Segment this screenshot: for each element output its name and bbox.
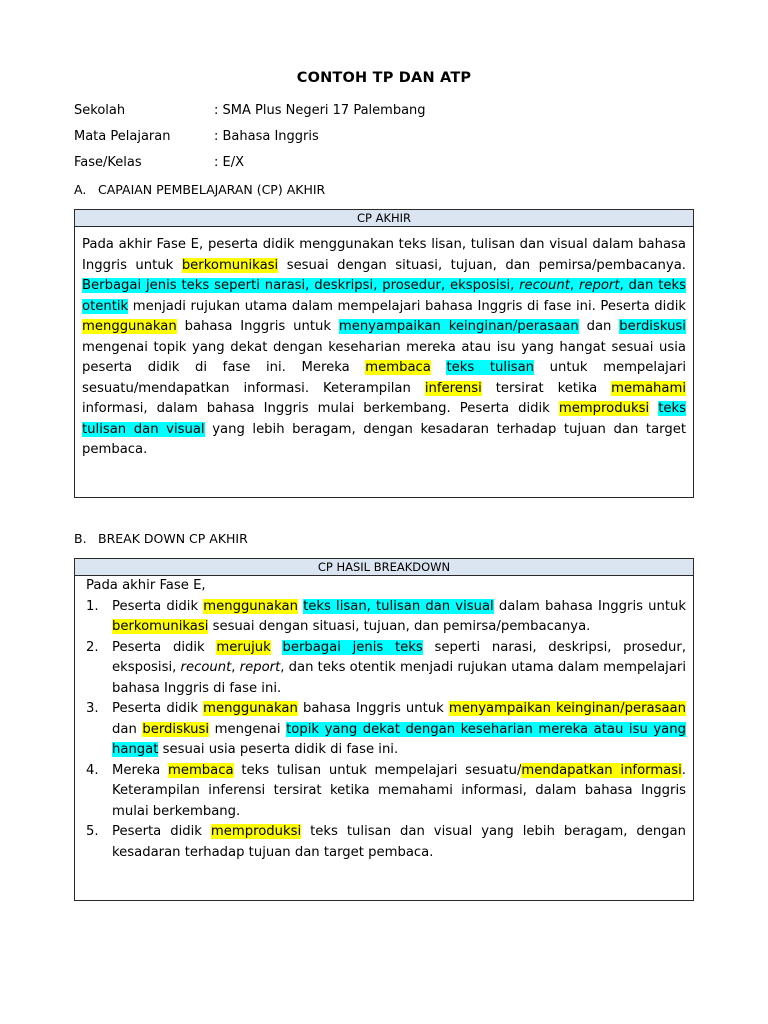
highlight-cyan: Berbagai jenis teks seperti narasi, deskripsi, prosedur, eksposisi, <box>82 278 520 293</box>
text-segment: bahasa Inggris untuk <box>297 701 449 716</box>
highlight-yellow: berkomunikasi <box>112 619 209 634</box>
text-segment: tersirat ketika <box>481 380 612 396</box>
cp-akhir-paragraph <box>75 227 693 461</box>
list-item-text <box>112 597 686 638</box>
text-segment: Peserta didik <box>112 598 204 614</box>
highlight-yellow: membaca <box>365 360 431 375</box>
highlight-cyan: teks tulisan dan visual <box>82 401 686 437</box>
text-segment: sesuai dengan situasi, tujuan, dan pemirsa/pembacanya. <box>278 257 686 273</box>
highlight-cyan: teks tulisan <box>446 360 535 375</box>
text-segment: recount <box>180 660 232 675</box>
highlight-cyan: teks lisan, tulisan dan visual <box>303 598 494 614</box>
highlight-yellow: menggunakan <box>203 598 298 614</box>
section-letter: A. <box>74 182 87 197</box>
highlight-yellow: memproduksi <box>210 824 302 839</box>
document-title: CONTOH TP DAN ATP <box>296 70 472 86</box>
text-segment: Pada akhir Fase E, peserta didik menggunakan teks lisan, tulisan dan visual dalam bahasa Inggris untuk <box>82 237 686 273</box>
highlight-yellow: menggunakan <box>82 319 177 334</box>
cp-breakdown-header: CP HASIL BREAKDOWN <box>75 559 693 576</box>
highlight-yellow: menggunakan <box>203 701 298 716</box>
highlight-cyan: topik yang dekat dengan keseharian mereka atau isu yang hangat <box>112 721 686 757</box>
highlight-yellow: inferensi <box>424 380 482 396</box>
cp-akhir-header: CP AKHIR <box>75 210 693 227</box>
text-segment: , <box>231 660 240 675</box>
cp-breakdown-box <box>74 558 694 901</box>
highlight-yellow: berdiskusi <box>142 721 210 737</box>
cp-breakdown-content <box>75 576 693 863</box>
text-segment: Peserta didik <box>112 639 217 655</box>
list-item-text <box>112 699 686 761</box>
highlight-yellow: berkomunikasi <box>181 257 279 273</box>
highlight-yellow: memahami <box>611 380 687 396</box>
section-title: CAPAIAN PEMBELAJARAN (CP) AKHIR <box>98 182 326 197</box>
highlight-cyan: berbagai jenis teks <box>282 639 423 655</box>
highlight-cyan: , dan teks otentik <box>82 278 686 314</box>
cp-breakdown-intro: Pada akhir Fase E, <box>86 578 206 593</box>
highlight-cyan: berdiskusi <box>619 319 686 334</box>
highlight-yellow: memproduksi <box>558 401 650 416</box>
highlight-cyan: recount <box>519 278 570 293</box>
list-number: 2. <box>86 639 99 655</box>
highlight-yellow: membaca <box>168 762 234 778</box>
list-number: 4. <box>86 762 99 778</box>
text-segment: . Keterampilan inferensi tersirat ketika memahami informasi, dalam bahasa Inggris mulai berkembang. <box>112 762 686 819</box>
meta-value: : Bahasa Inggris <box>214 129 319 144</box>
meta-label: Fase/Kelas <box>74 155 142 170</box>
highlight-yellow: menyampaikan keinginan/perasaan <box>448 701 686 716</box>
text-segment: Peserta didik <box>112 701 204 716</box>
list-item <box>82 597 686 638</box>
highlight-yellow: merujuk <box>216 639 271 655</box>
list-item <box>82 699 686 761</box>
text-segment: informasi, dalam bahasa Inggris mulai berkembang. Peserta didik <box>82 401 559 416</box>
meta-value: : E/X <box>214 155 245 170</box>
text-segment: Mereka <box>112 762 168 778</box>
list-item-text <box>112 638 686 700</box>
text-segment <box>271 640 283 655</box>
section-letter: B. <box>74 531 87 546</box>
text-segment: dalam bahasa Inggris untuk <box>493 598 687 614</box>
meta-value: : SMA Plus Negeri 17 Palembang <box>214 103 426 118</box>
text-segment <box>431 360 447 375</box>
breakdown-list <box>82 597 686 864</box>
list-item-text <box>112 761 686 823</box>
text-segment: dan <box>578 319 620 334</box>
section-title: BREAK DOWN CP AKHIR <box>98 531 248 546</box>
highlight-cyan: menyampaikan keinginan/perasaan <box>338 319 579 334</box>
text-segment: report <box>239 660 281 675</box>
list-item <box>82 822 686 863</box>
text-segment: sesuai dengan situasi, tujuan, dan pemirsa/pembacanya. <box>208 619 591 634</box>
text-segment: seperti narasi, deskripsi, prosedur, eksposisi, <box>112 639 687 675</box>
highlight-cyan: report <box>578 278 620 293</box>
list-item-text <box>112 822 686 863</box>
text-segment: menjadi rujukan utama dalam mempelajari bahasa Inggris di fase ini. Peserta didik <box>128 298 686 314</box>
text-segment: teks tulisan dan visual yang lebih beragam, dengan kesadaran terhadap tujuan dan target pembaca. <box>112 824 686 860</box>
cp-akhir-box <box>74 209 694 498</box>
section-a-heading <box>74 182 325 197</box>
text-segment <box>649 401 658 416</box>
text-segment: Peserta didik <box>112 824 211 839</box>
section-b-heading <box>74 531 248 546</box>
list-item <box>82 638 686 700</box>
text-segment: untuk mempelajari sesuatu/mendapatkan informasi. Keterampilan <box>82 360 686 396</box>
text-segment: dan <box>112 721 143 737</box>
highlight-cyan: , <box>569 278 579 293</box>
text-segment: mengenai <box>209 721 287 737</box>
highlight-yellow: mendapatkan informasi <box>521 762 682 778</box>
meta-label: Mata Pelajaran <box>74 129 171 144</box>
text-segment: bahasa Inggris untuk <box>176 319 339 334</box>
text-segment: , dan teks otentik menjadi rujukan utama dalam mempelajari bahasa Inggris di fase ini. <box>112 660 687 696</box>
text-segment: mengenai topik yang dekat dengan keseharian mereka atau isu yang hangat sesuai usia peserta didik di fase ini. Mereka <box>82 339 686 375</box>
text-segment: yang lebih beragam, dengan kesadaran terhadap tujuan dan target pembaca. <box>82 421 686 457</box>
list-number: 1. <box>86 598 99 614</box>
list-item <box>82 761 686 823</box>
text-segment: teks tulisan untuk mempelajari sesuatu/ <box>233 762 522 778</box>
list-number: 3. <box>86 701 99 716</box>
meta-label: Sekolah <box>74 103 126 118</box>
list-number: 5. <box>86 824 99 839</box>
text-segment: sesuai usia peserta didik di fase ini. <box>158 742 399 757</box>
